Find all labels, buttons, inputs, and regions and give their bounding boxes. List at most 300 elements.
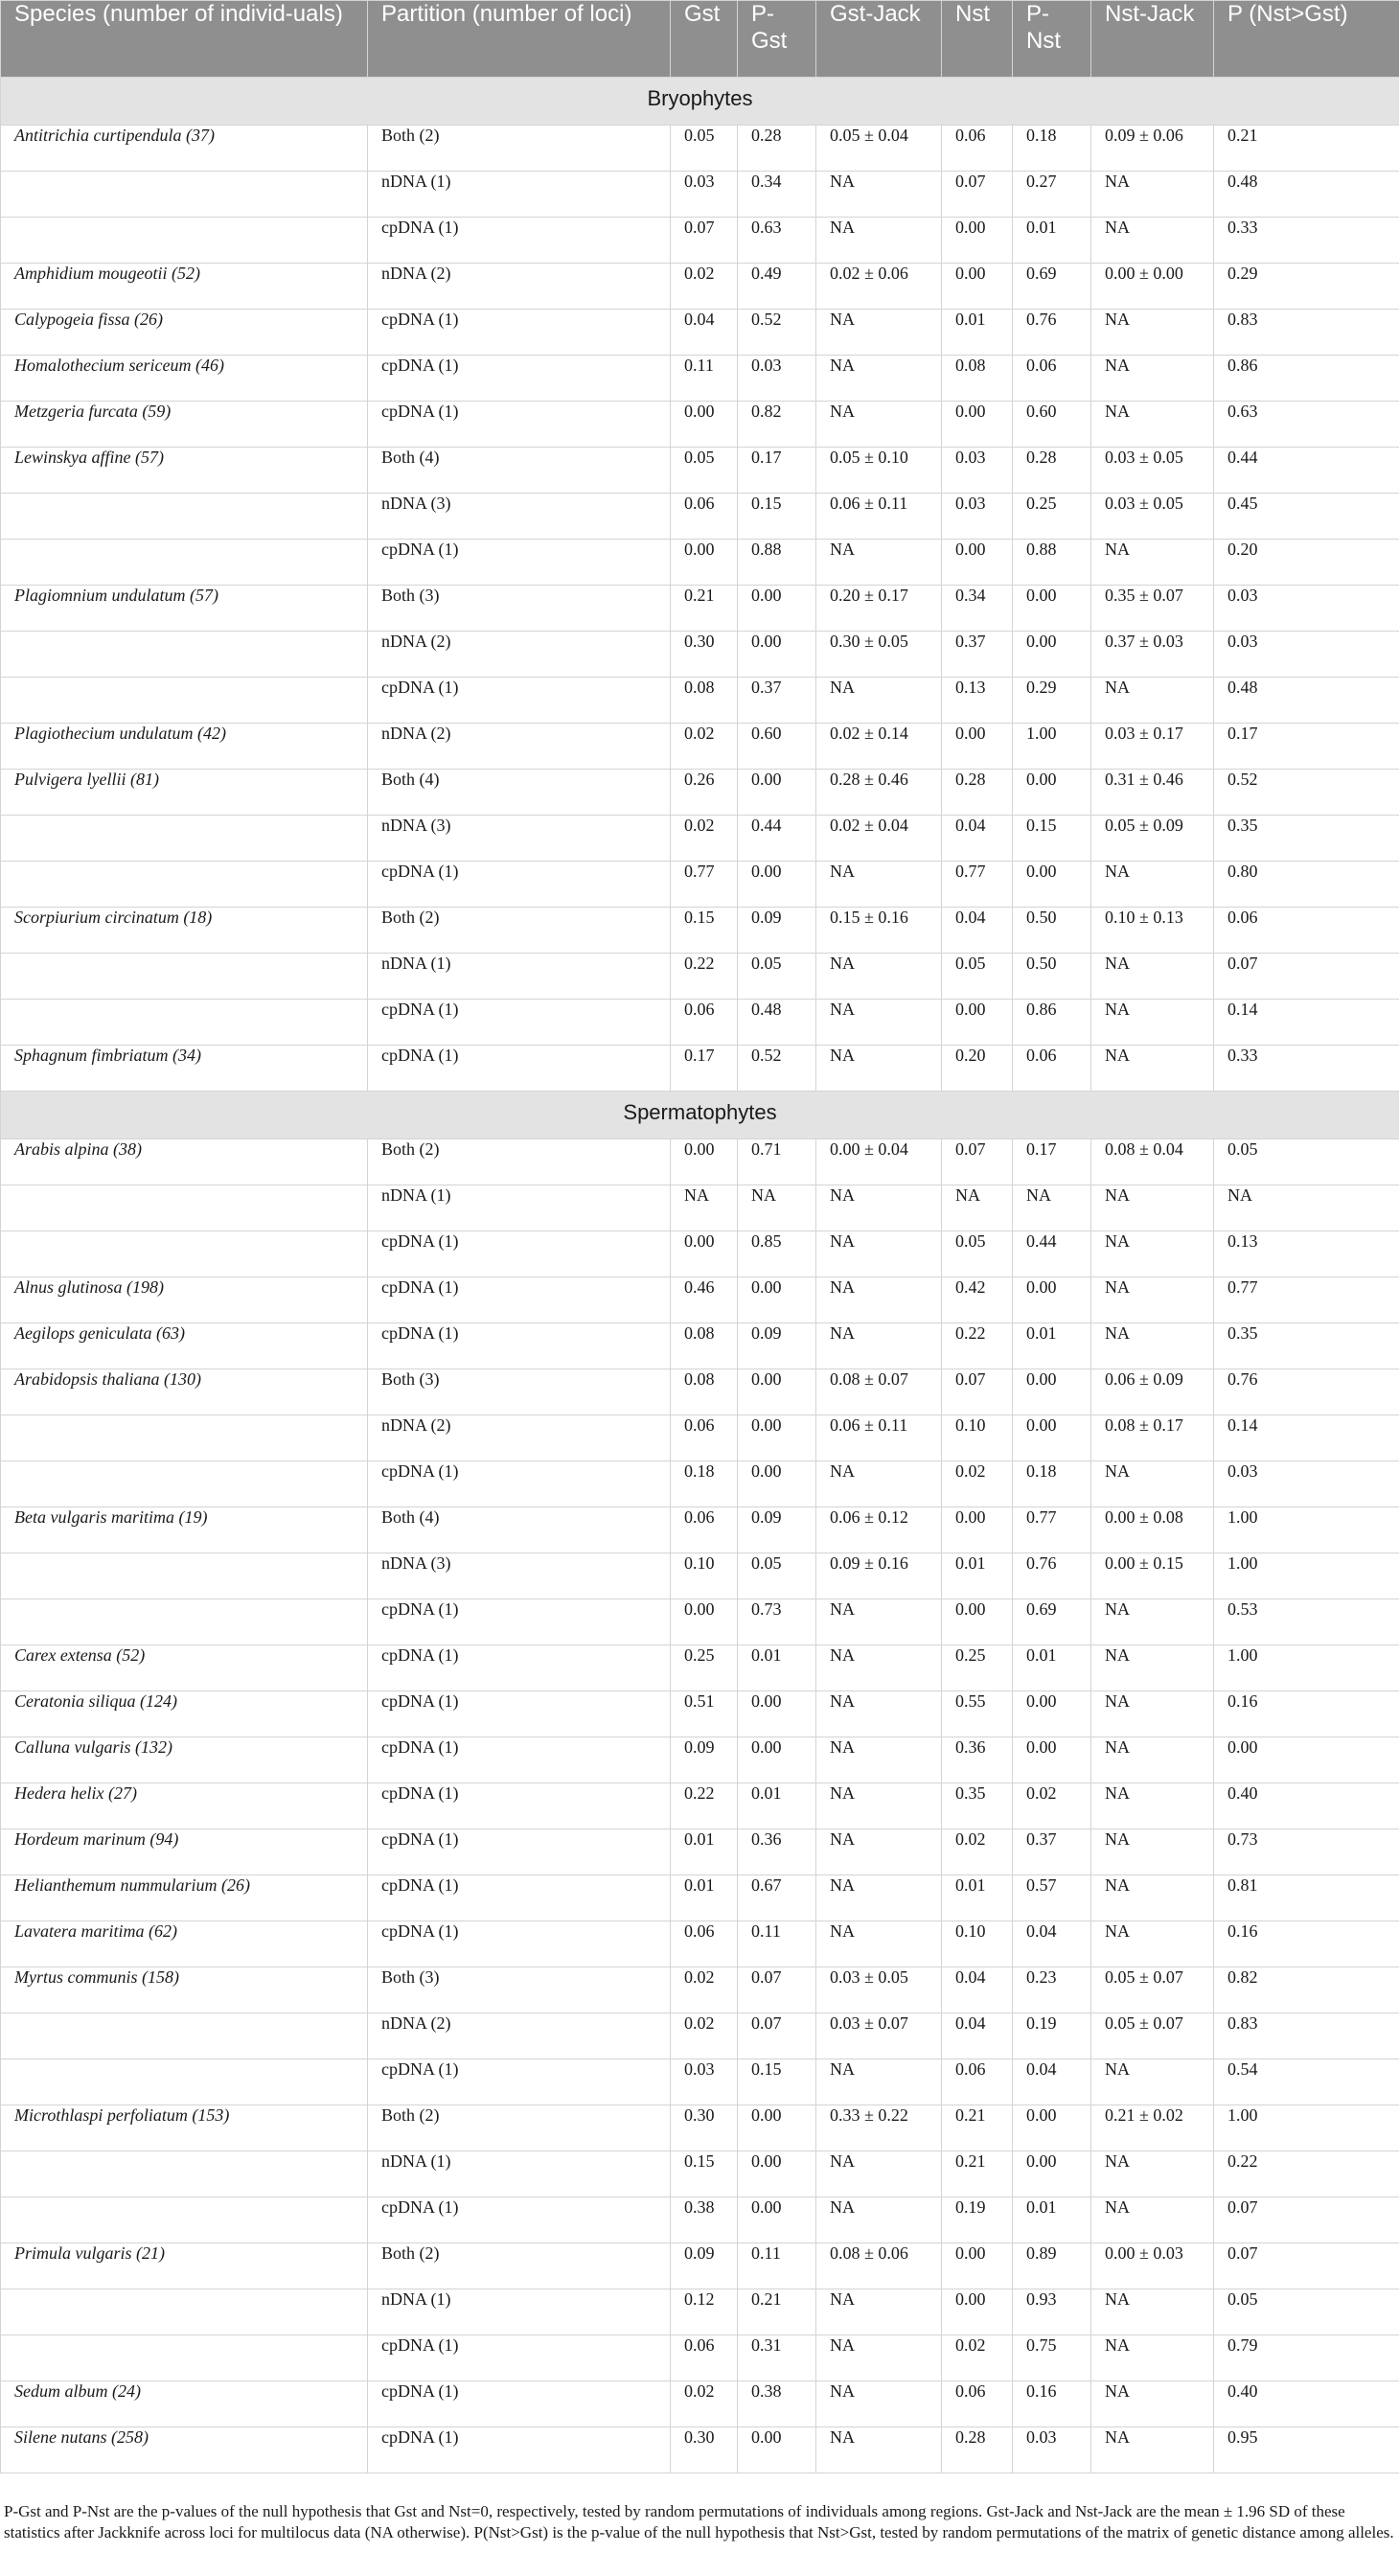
p-gst-cell: 0.01 — [738, 1783, 816, 1829]
table-row — [1, 678, 1399, 724]
nst-jack-cell: NA — [1091, 1691, 1214, 1737]
p-nst-gst-cell: 0.21 — [1214, 126, 1399, 172]
gst-jack-cell: 0.33 ± 0.22 — [816, 2105, 942, 2151]
gst-cell: 0.00 — [671, 1599, 738, 1645]
partition-cell: cpDNA (1) — [368, 356, 671, 402]
species-cell — [1, 494, 368, 540]
p-nst-gst-cell: 0.82 — [1214, 1967, 1399, 2013]
p-gst-cell: 0.00 — [738, 2427, 816, 2473]
p-nst-cell: 0.15 — [1013, 816, 1091, 862]
p-nst-gst-cell: 0.63 — [1214, 402, 1399, 448]
p-nst-gst-cell: 0.53 — [1214, 1599, 1399, 1645]
species-cell — [1, 816, 368, 862]
p-nst-cell: 0.88 — [1013, 540, 1091, 586]
nst-jack-cell: NA — [1091, 1737, 1214, 1783]
species-cell: Metzgeria furcata (59) — [1, 402, 368, 448]
gst-jack-cell: 0.06 ± 0.11 — [816, 1415, 942, 1461]
gst-cell: 0.03 — [671, 172, 738, 218]
nst-cell: 0.19 — [942, 2197, 1013, 2243]
partition-cell: nDNA (3) — [368, 816, 671, 862]
gst-cell: 0.00 — [671, 1139, 738, 1185]
p-nst-gst-cell: 1.00 — [1214, 1553, 1399, 1599]
nst-jack-cell: 0.05 ± 0.09 — [1091, 816, 1214, 862]
partition-cell: nDNA (2) — [368, 724, 671, 770]
table-row — [1, 1046, 1399, 1092]
partition-cell: nDNA (1) — [368, 2289, 671, 2335]
nst-cell: 0.07 — [942, 172, 1013, 218]
table-row — [1, 816, 1399, 862]
species-cell: Alnus glutinosa (198) — [1, 1277, 368, 1323]
gst-cell: 0.05 — [671, 448, 738, 494]
p-nst-cell: 0.25 — [1013, 494, 1091, 540]
partition-cell: cpDNA (1) — [368, 2381, 671, 2427]
nst-jack-cell: NA — [1091, 1231, 1214, 1277]
nst-jack-cell: 0.10 ± 0.13 — [1091, 908, 1214, 954]
nst-cell: 0.01 — [942, 310, 1013, 356]
gst-jack-cell: NA — [816, 1875, 942, 1921]
section-title: Spermatophytes — [1, 1092, 1399, 1139]
p-nst-cell: 0.00 — [1013, 2151, 1091, 2197]
p-nst-cell: 0.06 — [1013, 356, 1091, 402]
nst-jack-cell: 0.09 ± 0.06 — [1091, 126, 1214, 172]
p-nst-gst-cell: 0.16 — [1214, 1691, 1399, 1737]
gst-jack-cell: NA — [816, 862, 942, 908]
p-nst-gst-cell: 0.83 — [1214, 2013, 1399, 2059]
column-header: Nst-Jack — [1091, 1, 1214, 78]
p-nst-cell: 0.44 — [1013, 1231, 1091, 1277]
nst-cell: 0.00 — [942, 2289, 1013, 2335]
table-row — [1, 1967, 1399, 2013]
p-gst-cell: 0.21 — [738, 2289, 816, 2335]
gst-jack-cell: 0.02 ± 0.14 — [816, 724, 942, 770]
gst-jack-cell: NA — [816, 2197, 942, 2243]
species-cell: Silene nutans (258) — [1, 2427, 368, 2473]
table-row — [1, 2105, 1399, 2151]
nst-jack-cell: 0.03 ± 0.17 — [1091, 724, 1214, 770]
gst-jack-cell: NA — [816, 1645, 942, 1691]
species-cell — [1, 2289, 368, 2335]
p-nst-gst-cell: 0.79 — [1214, 2335, 1399, 2381]
nst-jack-cell: NA — [1091, 1599, 1214, 1645]
p-nst-cell: 0.69 — [1013, 1599, 1091, 1645]
nst-jack-cell: NA — [1091, 2335, 1214, 2381]
nst-cell: 0.10 — [942, 1921, 1013, 1967]
nst-cell: 0.28 — [942, 770, 1013, 816]
gst-cell: 0.17 — [671, 1046, 738, 1092]
gst-cell: 0.01 — [671, 1829, 738, 1875]
species-cell — [1, 1185, 368, 1231]
gst-cell: 0.00 — [671, 402, 738, 448]
gst-jack-cell: NA — [816, 678, 942, 724]
table-row — [1, 724, 1399, 770]
nst-jack-cell: 0.35 ± 0.07 — [1091, 586, 1214, 632]
nst-cell: 0.07 — [942, 1139, 1013, 1185]
partition-cell: cpDNA (1) — [368, 1599, 671, 1645]
column-header: P (Nst>Gst) — [1214, 1, 1399, 78]
species-cell: Lavatera maritima (62) — [1, 1921, 368, 1967]
nst-jack-cell: 0.08 ± 0.17 — [1091, 1415, 1214, 1461]
partition-cell: nDNA (2) — [368, 2013, 671, 2059]
gst-jack-cell: NA — [816, 1323, 942, 1369]
table-row — [1, 1139, 1399, 1185]
nst-cell: 0.77 — [942, 862, 1013, 908]
species-cell — [1, 862, 368, 908]
nst-cell: 0.04 — [942, 908, 1013, 954]
p-gst-cell: NA — [738, 1185, 816, 1231]
gst-jack-cell: NA — [816, 1046, 942, 1092]
p-gst-cell: 0.00 — [738, 2105, 816, 2151]
nst-cell: 0.20 — [942, 1046, 1013, 1092]
p-nst-gst-cell: 0.13 — [1214, 1231, 1399, 1277]
partition-cell: Both (3) — [368, 1369, 671, 1415]
nst-cell: 0.02 — [942, 1829, 1013, 1875]
table-row — [1, 2243, 1399, 2289]
p-nst-gst-cell: 1.00 — [1214, 1507, 1399, 1553]
nst-cell: 0.21 — [942, 2151, 1013, 2197]
species-cell — [1, 218, 368, 264]
nst-cell: 0.06 — [942, 2059, 1013, 2105]
gst-jack-cell: 0.03 ± 0.07 — [816, 2013, 942, 2059]
partition-cell: nDNA (1) — [368, 172, 671, 218]
p-gst-cell: 0.38 — [738, 2381, 816, 2427]
p-gst-cell: 0.28 — [738, 126, 816, 172]
table-row — [1, 448, 1399, 494]
gst-cell: 0.30 — [671, 2427, 738, 2473]
species-cell — [1, 172, 368, 218]
gst-jack-cell: NA — [816, 402, 942, 448]
column-header: Species (number of individ-uals) — [1, 1, 368, 78]
p-gst-cell: 0.73 — [738, 1599, 816, 1645]
nst-cell: 0.35 — [942, 1783, 1013, 1829]
p-nst-cell: 0.93 — [1013, 2289, 1091, 2335]
table-row — [1, 1000, 1399, 1046]
p-nst-gst-cell: 0.03 — [1214, 586, 1399, 632]
partition-cell: cpDNA (1) — [368, 2059, 671, 2105]
p-nst-gst-cell: NA — [1214, 1185, 1399, 1231]
table-row — [1, 954, 1399, 1000]
p-gst-cell: 0.00 — [738, 1277, 816, 1323]
p-nst-cell: 0.00 — [1013, 2105, 1091, 2151]
column-header: P-Gst — [738, 1, 816, 78]
nst-jack-cell: NA — [1091, 2289, 1214, 2335]
gst-cell: 0.00 — [671, 540, 738, 586]
gst-jack-cell: NA — [816, 218, 942, 264]
nst-jack-cell: NA — [1091, 862, 1214, 908]
partition-cell: nDNA (1) — [368, 2151, 671, 2197]
p-nst-cell: 0.37 — [1013, 1829, 1091, 1875]
nst-cell: 0.00 — [942, 402, 1013, 448]
nst-cell: 0.28 — [942, 2427, 1013, 2473]
species-cell: Scorpiurium circinatum (18) — [1, 908, 368, 954]
nst-cell: 0.00 — [942, 2243, 1013, 2289]
p-nst-cell: 0.06 — [1013, 1046, 1091, 1092]
table-row — [1, 1553, 1399, 1599]
gst-jack-cell: NA — [816, 2289, 942, 2335]
gst-cell: 0.06 — [671, 1921, 738, 1967]
partition-cell: cpDNA (1) — [368, 1046, 671, 1092]
gst-cell: 0.02 — [671, 2013, 738, 2059]
table-row — [1, 2151, 1399, 2197]
p-nst-cell: 0.00 — [1013, 1415, 1091, 1461]
table-row — [1, 264, 1399, 310]
p-nst-gst-cell: 0.80 — [1214, 862, 1399, 908]
p-nst-cell: 0.60 — [1013, 402, 1091, 448]
p-gst-cell: 0.00 — [738, 1737, 816, 1783]
column-header: Nst — [942, 1, 1013, 78]
p-nst-gst-cell: 0.52 — [1214, 770, 1399, 816]
table-row — [1, 218, 1399, 264]
p-gst-cell: 0.17 — [738, 448, 816, 494]
p-nst-gst-cell: 0.45 — [1214, 494, 1399, 540]
p-nst-cell: 0.01 — [1013, 1323, 1091, 1369]
p-gst-cell: 0.05 — [738, 954, 816, 1000]
gst-cell: 0.08 — [671, 1323, 738, 1369]
p-nst-cell: 0.03 — [1013, 2427, 1091, 2473]
p-nst-cell: 0.76 — [1013, 1553, 1091, 1599]
nst-jack-cell: NA — [1091, 218, 1214, 264]
p-nst-cell: 0.00 — [1013, 632, 1091, 678]
table-row — [1, 2059, 1399, 2105]
p-nst-gst-cell: 0.07 — [1214, 2243, 1399, 2289]
nst-jack-cell: NA — [1091, 2059, 1214, 2105]
nst-jack-cell: 0.00 ± 0.08 — [1091, 1507, 1214, 1553]
nst-cell: 0.03 — [942, 448, 1013, 494]
p-nst-cell: 0.01 — [1013, 1645, 1091, 1691]
nst-cell: 0.00 — [942, 724, 1013, 770]
species-cell — [1, 1553, 368, 1599]
p-nst-cell: 0.00 — [1013, 1737, 1091, 1783]
p-gst-cell: 0.00 — [738, 1461, 816, 1507]
gst-jack-cell: NA — [816, 2381, 942, 2427]
p-gst-cell: 0.00 — [738, 586, 816, 632]
nst-cell: 0.04 — [942, 1967, 1013, 2013]
species-cell — [1, 954, 368, 1000]
p-nst-cell: 0.23 — [1013, 1967, 1091, 2013]
table-row — [1, 1691, 1399, 1737]
p-nst-gst-cell: 0.77 — [1214, 1277, 1399, 1323]
column-header: P-Nst — [1013, 1, 1091, 78]
table-row — [1, 2289, 1399, 2335]
p-gst-cell: 0.67 — [738, 1875, 816, 1921]
partition-cell: cpDNA (1) — [368, 1691, 671, 1737]
gst-jack-cell: 0.28 ± 0.46 — [816, 770, 942, 816]
gst-cell: 0.22 — [671, 1783, 738, 1829]
table-row — [1, 494, 1399, 540]
gst-jack-cell: NA — [816, 1691, 942, 1737]
nst-cell: 0.42 — [942, 1277, 1013, 1323]
p-nst-gst-cell: 0.73 — [1214, 1829, 1399, 1875]
p-nst-gst-cell: 0.35 — [1214, 816, 1399, 862]
species-cell: Antitrichia curtipendula (37) — [1, 126, 368, 172]
nst-jack-cell: 0.31 ± 0.46 — [1091, 770, 1214, 816]
nst-cell: 0.34 — [942, 586, 1013, 632]
p-nst-gst-cell: 0.16 — [1214, 1921, 1399, 1967]
species-cell: Calluna vulgaris (132) — [1, 1737, 368, 1783]
table-row — [1, 586, 1399, 632]
nst-cell: 0.00 — [942, 1000, 1013, 1046]
p-nst-cell: 0.69 — [1013, 264, 1091, 310]
table-row — [1, 402, 1399, 448]
p-gst-cell: 0.00 — [738, 862, 816, 908]
nst-jack-cell: NA — [1091, 540, 1214, 586]
table-row — [1, 1323, 1399, 1369]
p-gst-cell: 0.03 — [738, 356, 816, 402]
nst-cell: 0.21 — [942, 2105, 1013, 2151]
p-nst-gst-cell: 0.86 — [1214, 356, 1399, 402]
nst-cell: 0.03 — [942, 494, 1013, 540]
table-row — [1, 1277, 1399, 1323]
p-nst-cell: 0.75 — [1013, 2335, 1091, 2381]
gst-jack-cell: NA — [816, 1231, 942, 1277]
p-nst-cell: 0.19 — [1013, 2013, 1091, 2059]
gst-jack-cell: NA — [816, 1000, 942, 1046]
nst-jack-cell: 0.05 ± 0.07 — [1091, 2013, 1214, 2059]
nst-cell: 0.00 — [942, 218, 1013, 264]
p-gst-cell: 0.11 — [738, 2243, 816, 2289]
gst-cell: 0.02 — [671, 2381, 738, 2427]
table-row — [1, 862, 1399, 908]
p-nst-gst-cell: 0.83 — [1214, 310, 1399, 356]
species-cell — [1, 540, 368, 586]
p-nst-cell: 0.04 — [1013, 2059, 1091, 2105]
gst-jack-cell: NA — [816, 2059, 942, 2105]
p-nst-cell: 0.00 — [1013, 770, 1091, 816]
partition-cell: cpDNA (1) — [368, 402, 671, 448]
nst-cell: 0.08 — [942, 356, 1013, 402]
p-nst-gst-cell: 0.40 — [1214, 1783, 1399, 1829]
p-nst-cell: 0.28 — [1013, 448, 1091, 494]
gst-cell: 0.05 — [671, 126, 738, 172]
table-row — [1, 1599, 1399, 1645]
gst-cell: 0.08 — [671, 678, 738, 724]
p-nst-gst-cell: 0.20 — [1214, 540, 1399, 586]
p-nst-cell: 0.86 — [1013, 1000, 1091, 1046]
p-gst-cell: 0.01 — [738, 1645, 816, 1691]
nst-cell: 0.00 — [942, 1507, 1013, 1553]
partition-cell: Both (4) — [368, 448, 671, 494]
gst-jack-cell: NA — [816, 1599, 942, 1645]
p-gst-cell: 0.11 — [738, 1921, 816, 1967]
nst-jack-cell: NA — [1091, 2197, 1214, 2243]
p-gst-cell: 0.09 — [738, 1507, 816, 1553]
section-title: Bryophytes — [1, 78, 1399, 126]
species-cell — [1, 632, 368, 678]
nst-jack-cell: NA — [1091, 2427, 1214, 2473]
gst-cell: 0.06 — [671, 2335, 738, 2381]
gst-cell: 0.02 — [671, 1967, 738, 2013]
partition-cell: cpDNA (1) — [368, 1000, 671, 1046]
gst-cell: 0.18 — [671, 1461, 738, 1507]
gst-cell: 0.03 — [671, 2059, 738, 2105]
species-cell: Sedum album (24) — [1, 2381, 368, 2427]
gst-cell: 0.26 — [671, 770, 738, 816]
p-nst-gst-cell: 0.14 — [1214, 1000, 1399, 1046]
species-cell: Helianthemum nummularium (26) — [1, 1875, 368, 1921]
p-nst-gst-cell: 0.05 — [1214, 2289, 1399, 2335]
nst-jack-cell: NA — [1091, 310, 1214, 356]
p-gst-cell: 0.00 — [738, 770, 816, 816]
p-nst-gst-cell: 0.95 — [1214, 2427, 1399, 2473]
nst-jack-cell: NA — [1091, 1277, 1214, 1323]
table-row — [1, 1369, 1399, 1415]
partition-cell: nDNA (2) — [368, 1415, 671, 1461]
nst-jack-cell: NA — [1091, 1185, 1214, 1231]
p-nst-gst-cell: 0.44 — [1214, 448, 1399, 494]
p-gst-cell: 0.00 — [738, 2151, 816, 2197]
gst-jack-cell: NA — [816, 540, 942, 586]
partition-cell: Both (2) — [368, 2105, 671, 2151]
species-cell — [1, 2151, 368, 2197]
nst-cell: 0.00 — [942, 1599, 1013, 1645]
p-nst-cell: 0.00 — [1013, 1277, 1091, 1323]
nst-jack-cell: 0.00 ± 0.15 — [1091, 1553, 1214, 1599]
species-cell — [1, 1461, 368, 1507]
partition-cell: nDNA (1) — [368, 1185, 671, 1231]
gst-jack-cell: 0.09 ± 0.16 — [816, 1553, 942, 1599]
species-cell — [1, 1599, 368, 1645]
species-cell — [1, 1000, 368, 1046]
gst-jack-cell: 0.02 ± 0.06 — [816, 264, 942, 310]
section-header-row — [1, 78, 1399, 126]
table-row — [1, 540, 1399, 586]
species-cell — [1, 2335, 368, 2381]
gst-jack-cell: NA — [816, 1783, 942, 1829]
nst-cell: 0.04 — [942, 2013, 1013, 2059]
table-row — [1, 770, 1399, 816]
nst-cell: 0.07 — [942, 1369, 1013, 1415]
table-row — [1, 1461, 1399, 1507]
species-cell: Arabidopsis thaliana (130) — [1, 1369, 368, 1415]
nst-jack-cell: 0.37 ± 0.03 — [1091, 632, 1214, 678]
nst-jack-cell: NA — [1091, 1000, 1214, 1046]
partition-cell: Both (4) — [368, 1507, 671, 1553]
table-row — [1, 1921, 1399, 1967]
nst-jack-cell: NA — [1091, 402, 1214, 448]
nst-jack-cell: NA — [1091, 678, 1214, 724]
table-footnote: P-Gst and P-Nst are the p-values of the null hypothesis that Gst and Nst=0, respectively, tested by random permutations of individuals among regions. Gst-Jack and Nst-Jack are the mean ± 1.96 SD of these statistics after Jackknife across loci for multilocus data (NA otherwise). P(Nst>Gst) is the p-value of the null hypothesis that Nst>Gst, tested by random permutations of the matrix of genetic distance among alleles. — [4, 2502, 1394, 2542]
species-cell: Carex extensa (52) — [1, 1645, 368, 1691]
gst-jack-cell: NA — [816, 1829, 942, 1875]
nst-jack-cell: NA — [1091, 2151, 1214, 2197]
species-cell: Sphagnum fimbriatum (34) — [1, 1046, 368, 1092]
nst-cell: 0.25 — [942, 1645, 1013, 1691]
gst-cell: 0.51 — [671, 1691, 738, 1737]
species-cell: Hordeum marinum (94) — [1, 1829, 368, 1875]
gst-jack-cell: 0.06 ± 0.11 — [816, 494, 942, 540]
nst-cell: 0.06 — [942, 126, 1013, 172]
gst-cell: 0.08 — [671, 1369, 738, 1415]
gst-cell: 0.30 — [671, 2105, 738, 2151]
species-cell: Plagiomnium undulatum (57) — [1, 586, 368, 632]
p-nst-gst-cell: 0.05 — [1214, 1139, 1399, 1185]
table-row — [1, 1231, 1399, 1277]
partition-cell: cpDNA (1) — [368, 1783, 671, 1829]
partition-cell: Both (2) — [368, 2243, 671, 2289]
p-gst-cell: 0.85 — [738, 1231, 816, 1277]
gst-jack-cell: NA — [816, 1921, 942, 1967]
p-gst-cell: 0.00 — [738, 2197, 816, 2243]
table-row — [1, 356, 1399, 402]
nst-cell: 0.22 — [942, 1323, 1013, 1369]
nst-cell: 0.06 — [942, 2381, 1013, 2427]
nst-jack-cell: 0.08 ± 0.04 — [1091, 1139, 1214, 1185]
p-nst-cell: 0.02 — [1013, 1783, 1091, 1829]
nst-jack-cell: 0.21 ± 0.02 — [1091, 2105, 1214, 2151]
nst-cell: 0.10 — [942, 1415, 1013, 1461]
gst-cell: 0.01 — [671, 1875, 738, 1921]
table-row — [1, 1185, 1399, 1231]
species-cell — [1, 1231, 368, 1277]
